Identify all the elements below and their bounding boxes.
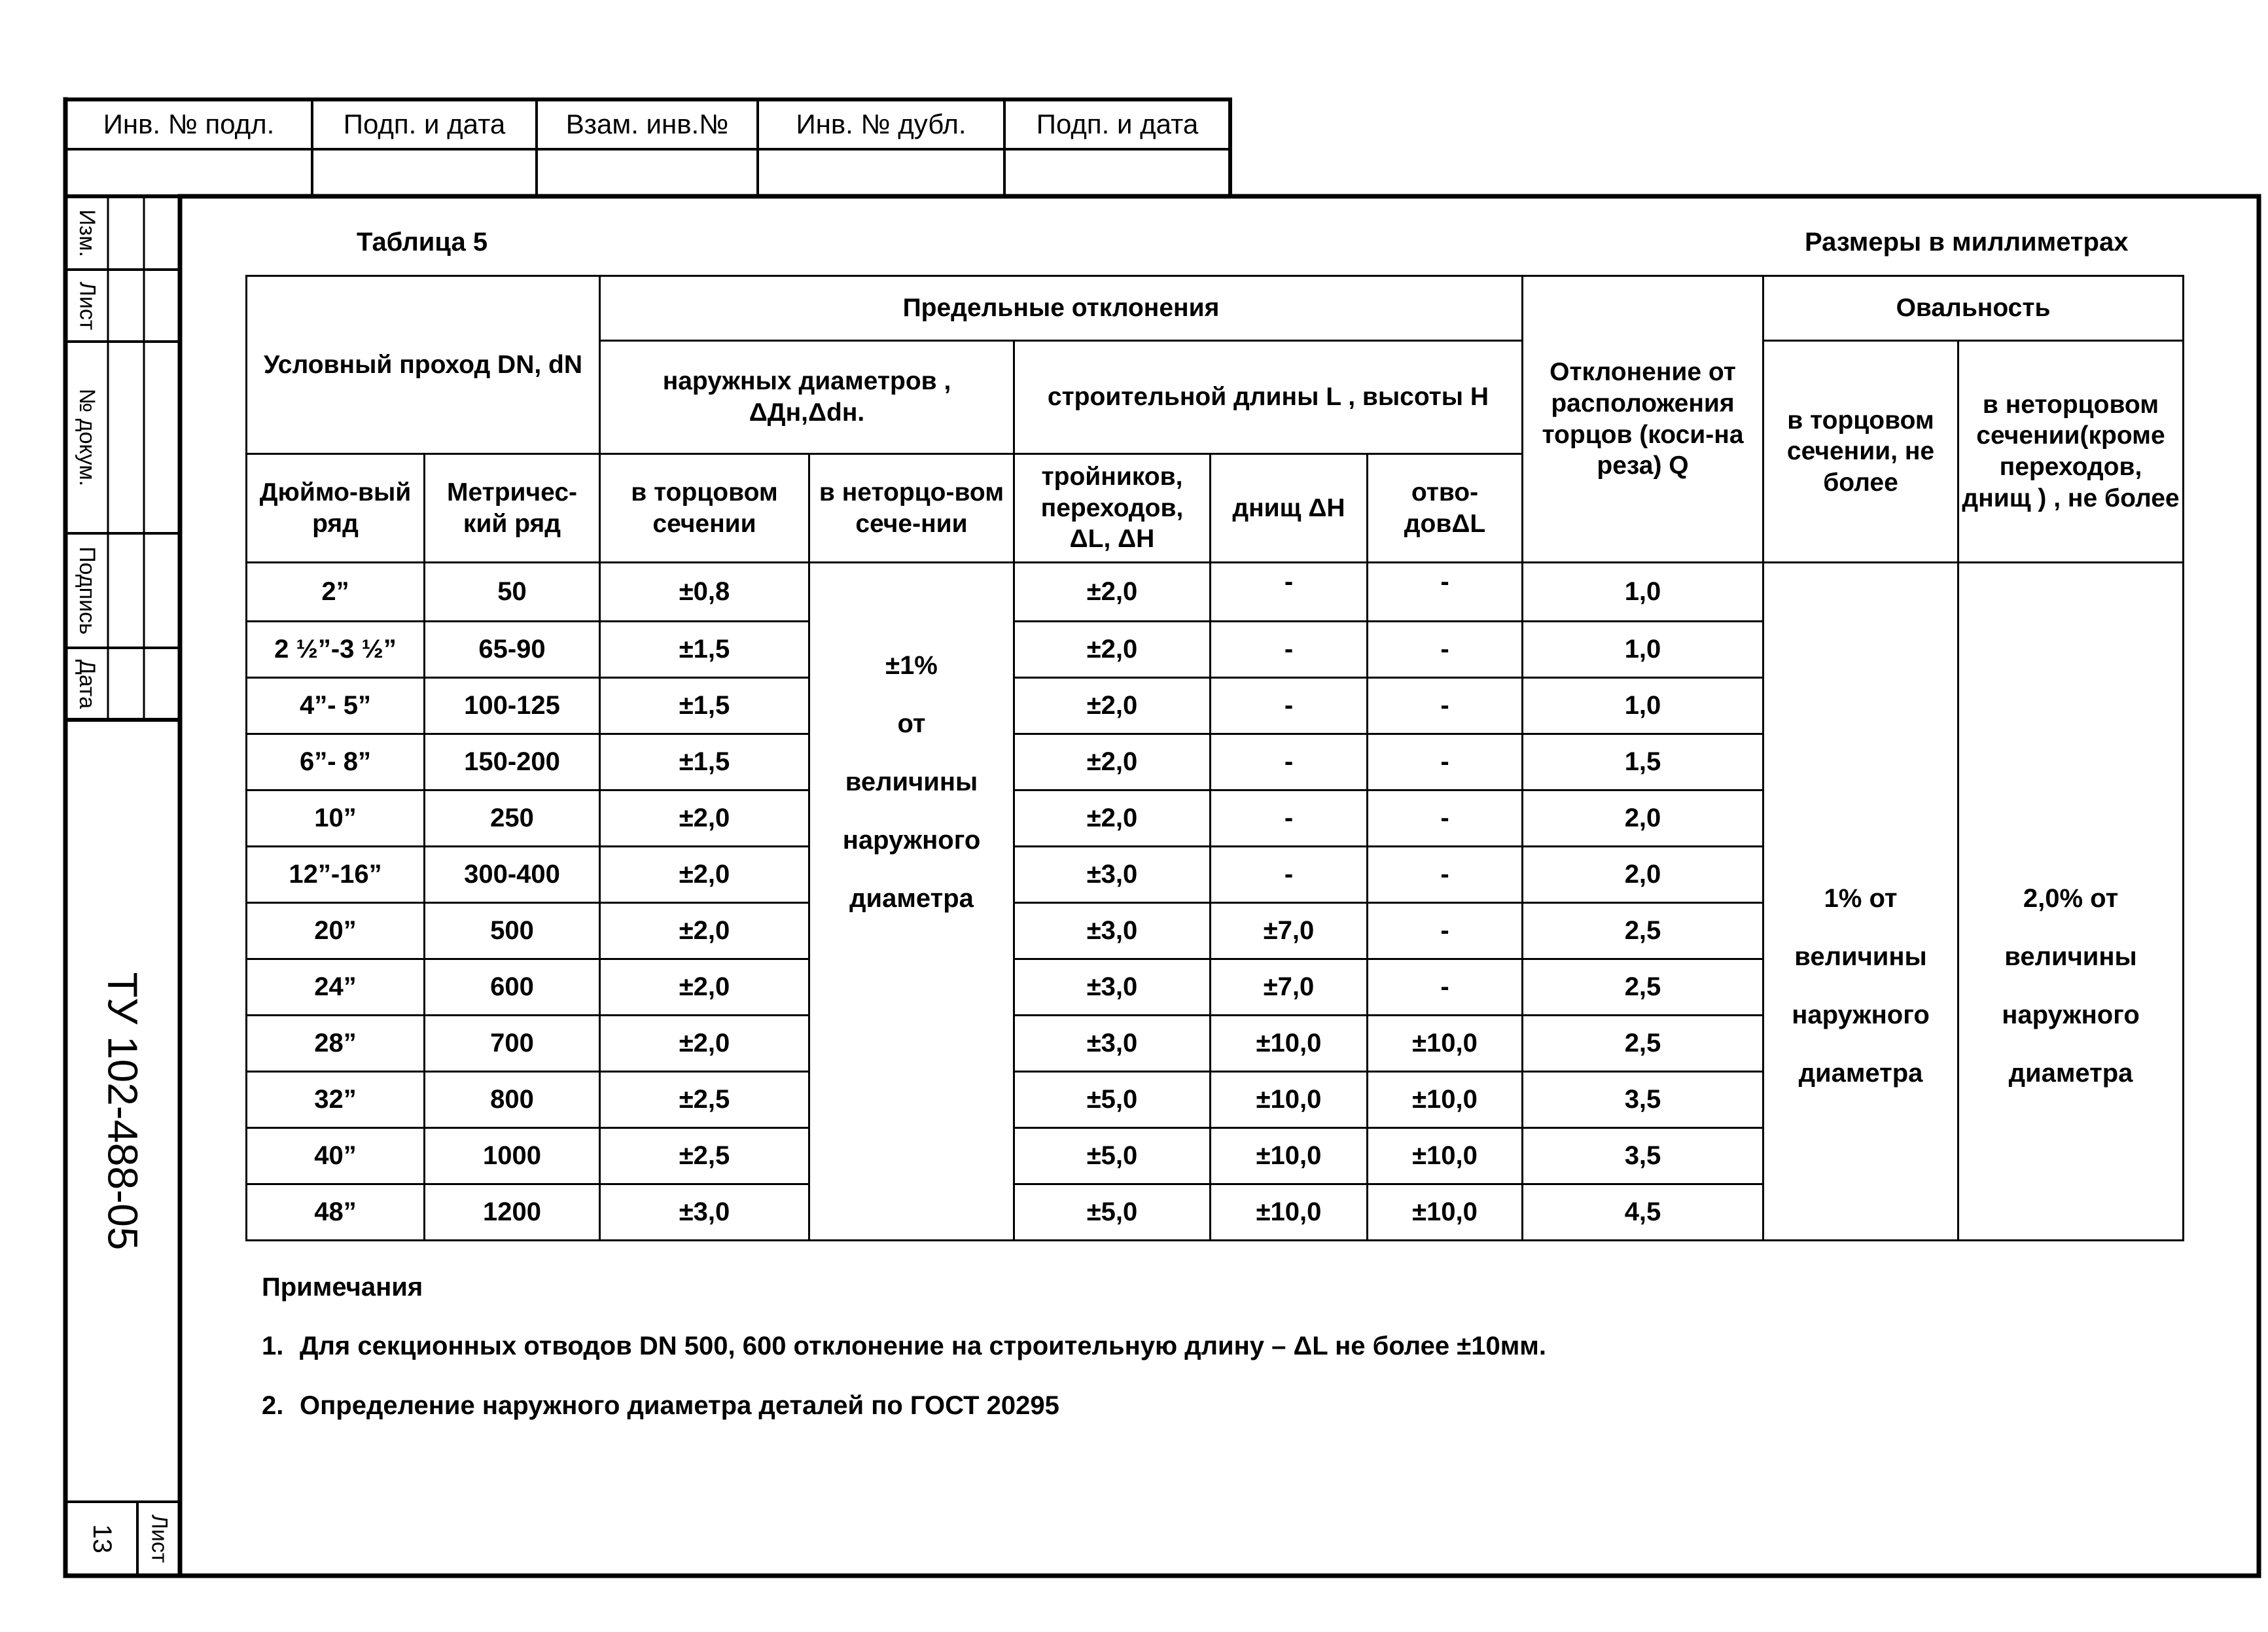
cell-heads: ±10,0 xyxy=(1211,1072,1368,1128)
cell-oval-end-line: наружного xyxy=(1792,1001,1930,1029)
cell-end-position: 3,5 xyxy=(1523,1072,1763,1128)
cell-bends: ±10,0 xyxy=(1368,1072,1523,1128)
header-ovality: Овальность xyxy=(1763,276,2184,341)
cell-metric: 65-90 xyxy=(425,622,600,678)
cell-bends: - xyxy=(1368,563,1523,622)
cell-end-position: 3,5 xyxy=(1523,1128,1763,1184)
title-block-header: Инв. № подл. xyxy=(103,109,275,139)
cell-bends: ±10,0 xyxy=(1368,1128,1523,1184)
cell-tees: ±2,0 xyxy=(1014,563,1211,622)
cell-heads: ±10,0 xyxy=(1211,1128,1368,1184)
cell-end-section: ±2,5 xyxy=(600,1072,809,1128)
header-oval-non-end: в неторцовом сечении(кроме переходов, днищ ) , не более xyxy=(1958,341,2184,563)
cell-tees: ±3,0 xyxy=(1014,903,1211,959)
cell-oval-end-line: величины xyxy=(1794,942,1927,971)
cell-inch: 2 ½”-3 ½” xyxy=(247,622,425,678)
cell-inch: 20” xyxy=(247,903,425,959)
cell-inch: 32” xyxy=(247,1072,425,1128)
header-oval-end: в торцовом сечении, не более xyxy=(1763,341,1958,563)
cell-end-section: ±0,8 xyxy=(600,563,809,622)
cell-inch: 4”- 5” xyxy=(247,678,425,734)
header-non-end-section: в неторцо-вом сече-нии xyxy=(809,454,1014,563)
cell-end-position: 1,0 xyxy=(1523,622,1763,678)
cell-oval-end-line: диаметра xyxy=(1798,1059,1923,1088)
cell-end-section: ±2,0 xyxy=(600,847,809,903)
cell-end-section: ±1,5 xyxy=(600,622,809,678)
cell-inch: 2” xyxy=(247,563,425,622)
cell-oval-non-end-line: диаметра xyxy=(2008,1059,2133,1088)
cell-end-position: 4,5 xyxy=(1523,1184,1763,1241)
cell-inch: 6”- 8” xyxy=(247,734,425,790)
document-code: ТУ 102-488-05 xyxy=(99,972,147,1250)
cell-tees: ±5,0 xyxy=(1014,1128,1211,1184)
cell-inch: 48” xyxy=(247,1184,425,1241)
header-build-length: строительной длины L , высоты Н xyxy=(1014,341,1523,454)
cell-inch: 10” xyxy=(247,790,425,847)
cell-oval-non-end-line: наружного xyxy=(2002,1001,2140,1029)
note-text: Для секционных отводов DN 500, 600 отклонение на строительную длину – ΔL не более ±10мм. xyxy=(300,1332,1546,1360)
cell-end-section: ±2,0 xyxy=(600,1016,809,1072)
title-block-header: Взам. инв.№ xyxy=(565,109,729,139)
cell-tees: ±2,0 xyxy=(1014,734,1211,790)
cell-tees: ±3,0 xyxy=(1014,959,1211,1016)
header-outer-diameters: наружных диаметров , ΔДн,Δdн. xyxy=(600,341,1014,454)
cell-bends: - xyxy=(1368,903,1523,959)
cell-non-end-section xyxy=(809,563,1014,1241)
cell-heads: ±7,0 xyxy=(1211,903,1368,959)
cell-end-position: 2,5 xyxy=(1523,1016,1763,1072)
cell-heads: ±10,0 xyxy=(1211,1184,1368,1241)
cell-heads: - xyxy=(1211,847,1368,903)
header-end-section: в торцовом сечении xyxy=(600,454,809,563)
cell-metric: 300-400 xyxy=(425,847,600,903)
cell-inch: 12”-16” xyxy=(247,847,425,903)
note-item xyxy=(262,1332,1546,1361)
cell-end-section: ±2,0 xyxy=(600,903,809,959)
cell-bends: - xyxy=(1368,734,1523,790)
cell-bends: - xyxy=(1368,790,1523,847)
cell-end-position: 2,0 xyxy=(1523,847,1763,903)
cell-oval-non-end-line: величины xyxy=(2004,942,2137,971)
title-block-header: Подп. и дата xyxy=(1036,109,1199,139)
cell-end-position: 2,0 xyxy=(1523,790,1763,847)
cell-oval-end xyxy=(1763,563,1958,1241)
tolerance-table xyxy=(245,275,2184,1241)
title-block-header: Подп. и дата xyxy=(343,109,506,139)
cell-heads: - xyxy=(1211,622,1368,678)
side-label: Подпись xyxy=(75,546,99,635)
side-label: Изм. xyxy=(75,209,100,257)
cell-oval-non-end-line: 2,0% от xyxy=(2023,884,2119,913)
cell-bends: ±10,0 xyxy=(1368,1184,1523,1241)
cell-end-section: ±3,0 xyxy=(600,1184,809,1241)
header-bends: отво-довΔL xyxy=(1368,454,1523,563)
cell-bends: ±10,0 xyxy=(1368,1016,1523,1072)
cell-tees: ±5,0 xyxy=(1014,1072,1211,1128)
cell-tees: ±2,0 xyxy=(1014,678,1211,734)
cell-end-position: 2,5 xyxy=(1523,959,1763,1016)
header-heads: днищ ΔН xyxy=(1211,454,1368,563)
cell-end-section: ±1,5 xyxy=(600,734,809,790)
cell-oval-non-end xyxy=(1958,563,2184,1241)
title-block-header: Инв. № дубл. xyxy=(796,109,966,139)
cell-end-section: ±2,0 xyxy=(600,959,809,1016)
units-caption: Размеры в миллиметрах xyxy=(1805,228,2129,257)
notes xyxy=(262,1273,1546,1451)
header-inch-series: Дюймо-вый ряд xyxy=(247,454,425,563)
side-label: Лист xyxy=(75,281,100,330)
cell-non-end-section-line: ±1% xyxy=(885,651,938,680)
cell-heads: - xyxy=(1211,563,1368,622)
cell-metric: 100-125 xyxy=(425,678,600,734)
cell-bends: - xyxy=(1368,622,1523,678)
cell-inch: 28” xyxy=(247,1016,425,1072)
cell-heads: - xyxy=(1211,678,1368,734)
header-nominal-bore: Условный проход DN, dN xyxy=(247,276,600,454)
cell-non-end-section-line: от xyxy=(897,709,926,738)
cell-bends: - xyxy=(1368,678,1523,734)
notes-title: Примечания xyxy=(262,1273,423,1302)
cell-metric: 150-200 xyxy=(425,734,600,790)
header-end-position: Отклонение от расположения торцов (коси-на реза) Q xyxy=(1523,276,1763,563)
cell-metric: 1000 xyxy=(425,1128,600,1184)
cell-end-section: ±2,5 xyxy=(600,1128,809,1184)
note-text: Определение наружного диаметра деталей по ГОСТ 20295 xyxy=(300,1391,1059,1420)
cell-non-end-section-line: величины xyxy=(845,768,978,796)
sheet-number: 13 xyxy=(87,1524,116,1553)
cell-metric: 1200 xyxy=(425,1184,600,1241)
cell-tees: ±3,0 xyxy=(1014,1016,1211,1072)
side-label: Дата xyxy=(75,659,100,709)
cell-heads: - xyxy=(1211,790,1368,847)
cell-end-position: 1,5 xyxy=(1523,734,1763,790)
cell-end-section: ±2,0 xyxy=(600,790,809,847)
cell-metric: 800 xyxy=(425,1072,600,1128)
cell-non-end-section-line: диаметра xyxy=(849,884,974,913)
header-metric-series: Метричес-кий ряд xyxy=(425,454,600,563)
cell-heads: ±10,0 xyxy=(1211,1016,1368,1072)
note-item xyxy=(262,1391,1546,1421)
table-row xyxy=(247,563,2184,622)
table-caption: Таблица 5 xyxy=(357,228,488,257)
cell-tees: ±2,0 xyxy=(1014,622,1211,678)
cell-metric: 700 xyxy=(425,1016,600,1072)
cell-end-position: 2,5 xyxy=(1523,903,1763,959)
cell-bends: - xyxy=(1368,959,1523,1016)
cell-end-section: ±1,5 xyxy=(600,678,809,734)
cell-inch: 24” xyxy=(247,959,425,1016)
cell-metric: 250 xyxy=(425,790,600,847)
cell-bends: - xyxy=(1368,847,1523,903)
cell-end-position: 1,0 xyxy=(1523,678,1763,734)
cell-metric: 600 xyxy=(425,959,600,1016)
cell-oval-end-line: 1% от xyxy=(1824,884,1898,913)
cell-tees: ±3,0 xyxy=(1014,847,1211,903)
cell-tees: ±5,0 xyxy=(1014,1184,1211,1241)
note-number: 1. xyxy=(262,1332,284,1360)
note-number: 2. xyxy=(262,1391,284,1420)
cell-metric: 500 xyxy=(425,903,600,959)
cell-heads: ±7,0 xyxy=(1211,959,1368,1016)
cell-end-position: 1,0 xyxy=(1523,563,1763,622)
header-limit-deviations: Предельные отклонения xyxy=(600,276,1523,341)
side-label: № докум. xyxy=(75,388,99,487)
cell-metric: 50 xyxy=(425,563,600,622)
cell-tees: ±2,0 xyxy=(1014,790,1211,847)
header-tees: тройников, переходов, ΔL, ΔН xyxy=(1014,454,1211,563)
sheet-label: Лист xyxy=(147,1514,172,1563)
cell-heads: - xyxy=(1211,734,1368,790)
cell-non-end-section-line: наружного xyxy=(842,826,981,855)
cell-inch: 40” xyxy=(247,1128,425,1184)
